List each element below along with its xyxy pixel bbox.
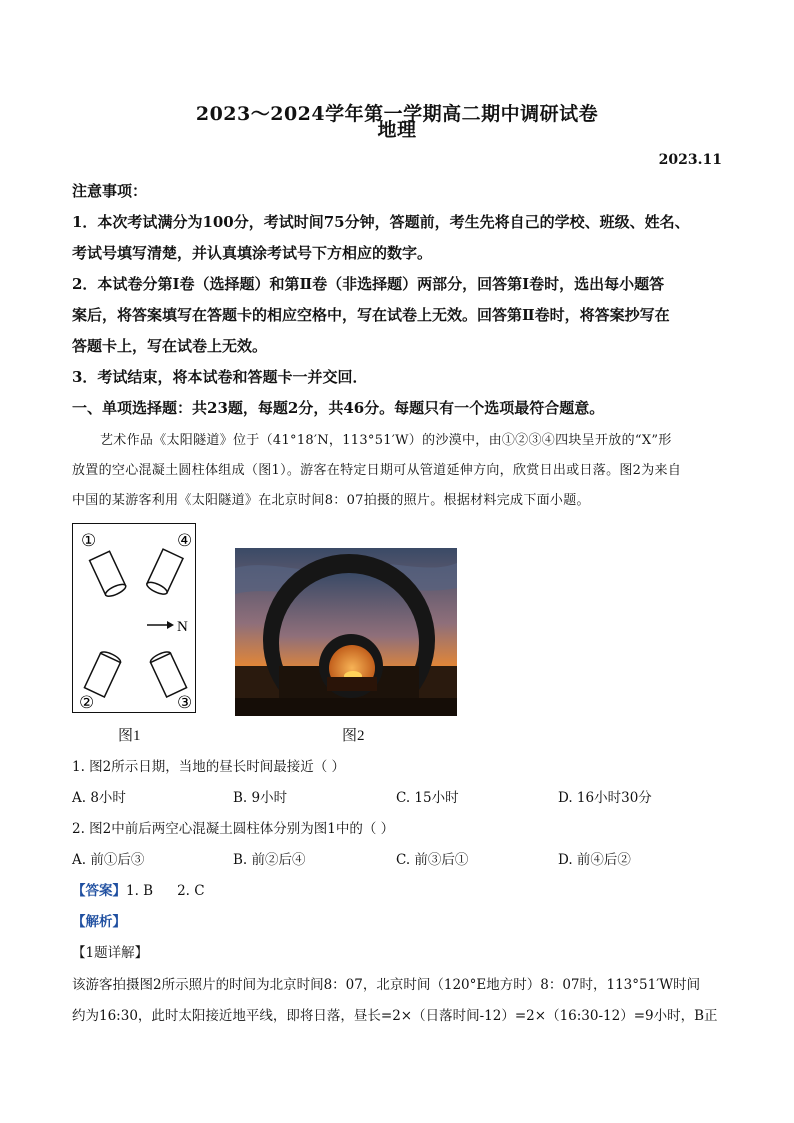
cylinder-4 <box>145 549 183 596</box>
question-1-stem: 1. 图2所示日期，当地的昼长时间最接近（ ） <box>72 759 346 775</box>
notes-heading: 注意事项： <box>72 182 148 200</box>
question-1-option-d[interactable]: D. 16小时30分 <box>558 790 652 806</box>
analysis-line-1: 该游客拍摄图2所示照片的时间为北京时间8：07，北京时间（120°E地方时）8：07时，113°51′W时间 <box>72 977 701 993</box>
question-2-option-b[interactable]: B. 前②后④ <box>233 852 306 868</box>
answer-label: 【答案】 <box>72 883 126 899</box>
exam-title: 2023～2024学年第一学期高二期中调研试卷 <box>195 103 599 125</box>
material-line-1: 艺术作品《太阳隧道》位于（41°18′N，113°51′W）的沙漠中，由①②③④四块呈开放的“X”形 <box>100 433 672 448</box>
cylinder-layout-svg <box>73 524 194 711</box>
question-2-option-c[interactable]: C. 前③后① <box>396 852 469 868</box>
note-2-line-1: 2．本试卷分第Ⅰ卷（选择题）和第Ⅱ卷（非选择题）两部分，回答第Ⅰ卷时，选出每小题答 <box>72 275 665 293</box>
answer-row <box>72 879 205 899</box>
note-2-line-2: 案后，将答案填写在答题卡的相应空格中，写在试卷上无效。回答第Ⅱ卷时，将答案抄写在 <box>72 306 670 324</box>
question-2-stem: 2. 图2中前后两空心混凝土圆柱体分别为图1中的（ ） <box>72 821 395 837</box>
note-1-line-2: 考试号填写清楚，并认真填涂考试号下方相应的数字。 <box>72 244 433 262</box>
figure-2-photo <box>235 548 457 716</box>
question-2-option-a[interactable]: A. 前①后③ <box>72 852 145 868</box>
question-1-option-a[interactable]: A. 8小时 <box>72 790 126 806</box>
detail-label: 【1题详解】 <box>72 945 149 961</box>
label-cylinder-2: ② <box>79 693 95 711</box>
cylinder-1 <box>90 551 128 598</box>
label-cylinder-3: ③ <box>177 693 193 711</box>
material-line-3: 中国的某游客利用《太阳隧道》在北京时间8：07拍摄的照片。根据材料完成下面小题。 <box>72 493 590 508</box>
analysis-label: 【解析】 <box>72 914 126 930</box>
note-2-line-3: 答题卡上，写在试卷上无效。 <box>72 337 268 355</box>
figure-1-caption: 图1 <box>118 728 141 744</box>
figure-2-caption: 图2 <box>342 728 365 744</box>
cylinder-2 <box>84 650 122 697</box>
question-1-option-c[interactable]: C. 15小时 <box>396 790 459 806</box>
answer-1: 1. B <box>126 883 154 899</box>
question-2-option-d[interactable]: D. 前④后② <box>558 852 631 868</box>
north-label: N <box>177 619 188 635</box>
note-1-line-1: 1．本次考试满分为100分，考试时间75分钟，答题前，考生先将自己的学校、班级、姓名、 <box>72 213 690 231</box>
analysis-line-2: 约为16:30，此时太阳接近地平线，即将日落，昼长=2×（日落时间-12）=2×（16:30-12）=9小时，B正 <box>72 1008 718 1024</box>
sun-tunnel-photo-svg <box>235 548 457 716</box>
label-cylinder-1: ① <box>81 531 97 551</box>
answer-2: 2. C <box>177 883 205 899</box>
figure-1-diagram <box>72 523 196 713</box>
section-heading: 一、单项选择题：共23题，每题2分，共46分。每题只有一个选项最符合题意。 <box>72 399 605 417</box>
north-arrow-icon <box>147 621 174 629</box>
subject-title: 地理 <box>377 119 417 141</box>
material-line-2: 放置的空心混凝土圆柱体组成（图1）。游客在特定日期可从管道延伸方向，欣赏日出或日落。图2为来自 <box>72 463 682 478</box>
label-cylinder-4: ④ <box>177 531 193 551</box>
exam-date: 2023.11 <box>658 152 722 168</box>
question-1-option-b[interactable]: B. 9小时 <box>233 790 288 806</box>
note-3: 3．考试结束，将本试卷和答题卡一并交回． <box>72 368 368 386</box>
cylinder-3 <box>149 650 187 697</box>
